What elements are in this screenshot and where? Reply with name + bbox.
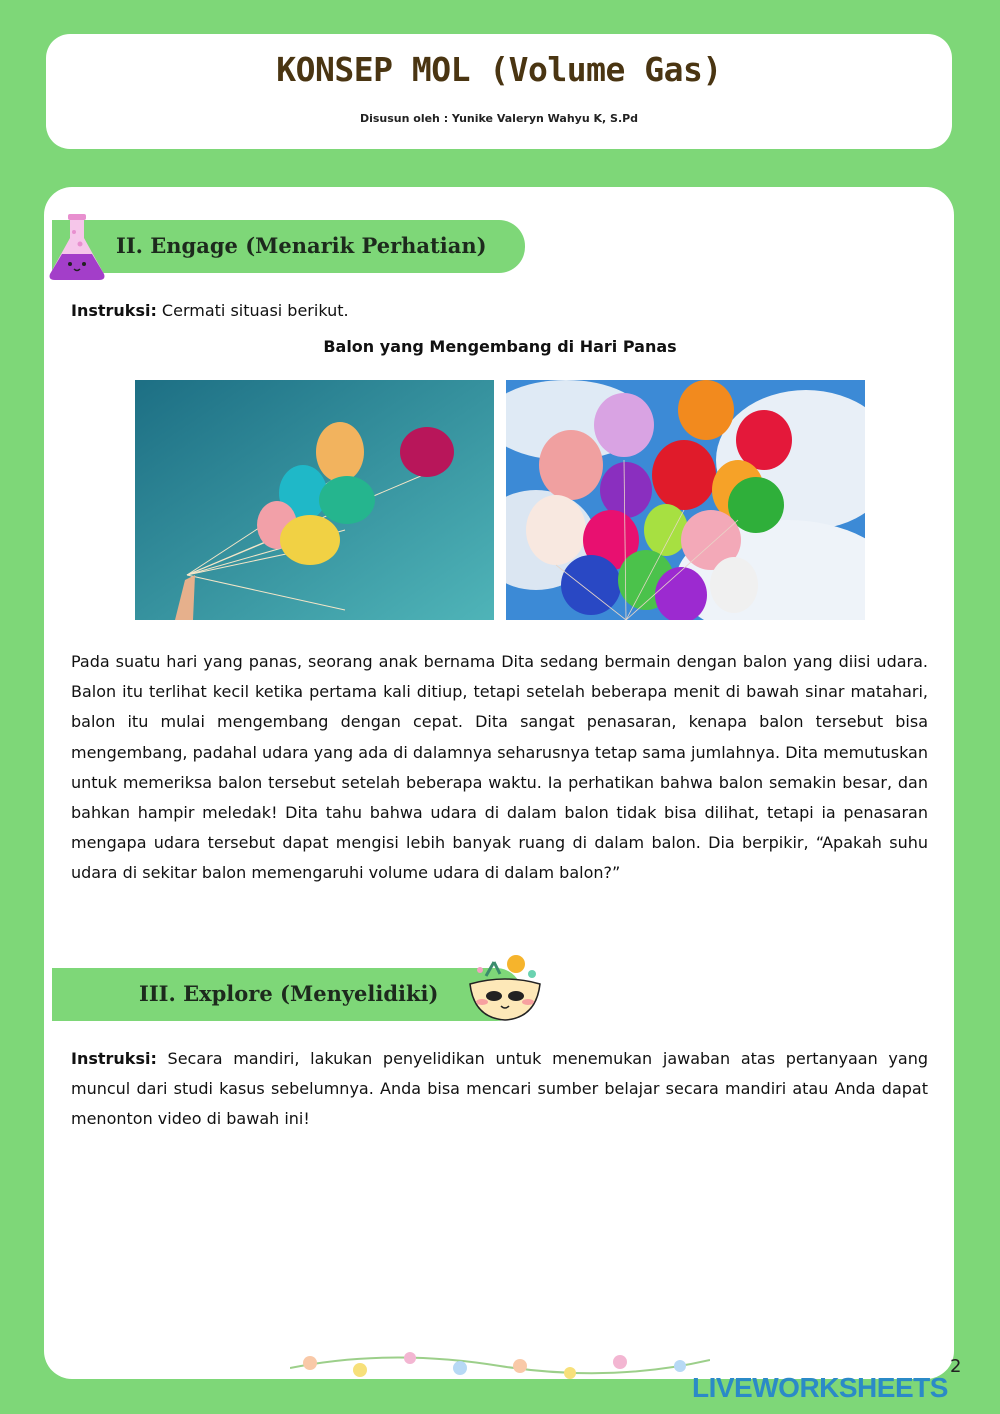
engage-heading-bar [52, 220, 525, 273]
page-title: KONSEP MOL (Volume Gas) [276, 50, 722, 89]
flower-decoration [290, 1338, 710, 1388]
engage-instruction [71, 296, 928, 326]
header-card [46, 34, 952, 149]
explore-heading: III. Explore (Menyelidiki) [139, 981, 439, 1006]
liveworksheets-logo[interactable] [692, 1372, 948, 1404]
instruction-text: Secara mandiri, lakukan penyelidikan untuk menemukan jawaban atas pertanyaan yang muncul dari studi kasus sebelumnya. Anda bisa mencari sumber belajar secara mandiri atau Anda dapat menonton video di bawah ini! [71, 1049, 928, 1129]
brand-text: LIVEWORKSHEETS [692, 1372, 948, 1403]
explore-heading-bar [52, 968, 522, 1021]
balloons-photo-left [135, 380, 494, 620]
flask-icon [46, 212, 108, 282]
explore-instruction [71, 1044, 928, 1135]
instruction-label: Instruksi: [71, 1049, 157, 1068]
case-story: Pada suatu hari yang panas, seorang anak bernama Dita sedang bermain dengan balon yang diisi udara. Balon itu terlihat kecil ketika pertama kali ditiup, tetapi setelah beberapa menit di bawah sinar matahari, balon itu mulai mengembang dengan cepat. Dita sangat penasaran, kenapa balon tersebut bisa mengembang, padahal udara yang ada di dalamnya seharusnya tetap sama jumlahnya. Dita memutuskan untuk memeriksa balon tersebut setelah beberapa waktu. Ia perhatikan bahwa balon semakin besar, dan bahkan hampir meledak! Dita tahu bahwa udara di dalam balon tidak bisa dilihat, tetapi ia penasaran mengapa udara tersebut dapat mengisi lebih banyak ruang di dalam balon. Dia berpikir, “Apakah suhu udara di sekitar balon memengaruhi volume udara di dalam balon?” [71, 652, 928, 883]
engage-heading: II. Engage (Menarik Perhatian) [116, 233, 487, 258]
page-number: 2 [950, 1356, 962, 1377]
cute-bowl-icon [464, 952, 546, 1024]
author-line: Disusun oleh : Yunike Valeryn Wahyu K, S.Pd [359, 112, 639, 125]
case-subtitle: Balon yang Mengembang di Hari Panas [323, 337, 677, 356]
instruction-label: Instruksi: [71, 301, 157, 320]
instruction-text: Cermati situasi berikut. [156, 301, 349, 320]
balloons-photo-right [506, 380, 865, 620]
